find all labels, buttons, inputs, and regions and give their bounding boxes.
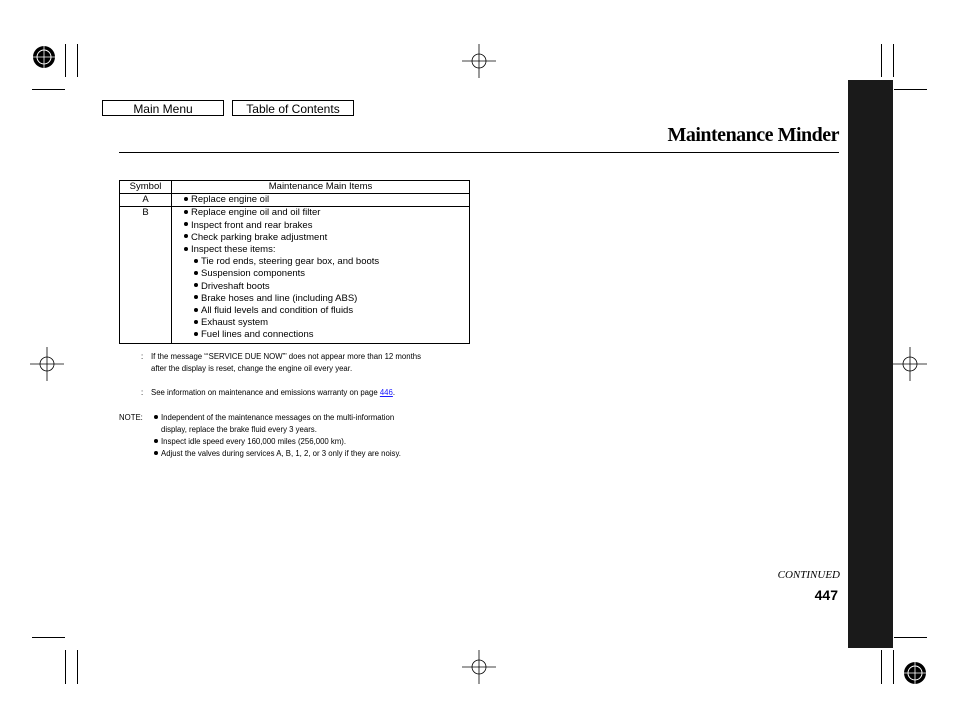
bullet-icon <box>184 247 188 251</box>
crop-mark <box>894 637 927 638</box>
list-item: Inspect front and rear brakes <box>184 220 469 232</box>
main-menu-button[interactable]: Main Menu <box>102 100 224 116</box>
symbol-cell: A <box>120 194 172 207</box>
bullet-icon <box>194 283 198 287</box>
header-main-items: Maintenance Main Items <box>172 181 470 194</box>
sub-list-item: Tie rod ends, steering gear box, and boots <box>184 256 469 268</box>
note-item: Inspect idle speed every 160,000 miles (256,000 km). <box>154 436 346 448</box>
bullet-icon <box>194 271 198 275</box>
bullet-icon <box>154 451 158 455</box>
crop-mark <box>65 650 66 684</box>
sub-list-item: All fluid levels and condition of fluids <box>184 305 469 317</box>
sub-list-item: Fuel lines and connections <box>184 329 469 341</box>
list-item: Replace engine oil <box>184 194 469 206</box>
table-row <box>120 194 470 207</box>
sub-list-item: Suspension components <box>184 268 469 280</box>
items-cell <box>172 207 470 343</box>
crop-mark <box>77 44 78 77</box>
sub-list-item: Brake hoses and line (including ABS) <box>184 293 469 305</box>
registration-mark-bottom-right <box>903 661 927 685</box>
registration-crosshair-bottom <box>462 650 496 684</box>
continued-label: CONTINUED <box>777 569 840 581</box>
list-item: Check parking brake adjustment <box>184 232 469 244</box>
bullet-icon <box>194 295 198 299</box>
symbol-cell: B <box>120 207 172 343</box>
bullet-icon <box>154 439 158 443</box>
crop-mark <box>77 650 78 684</box>
crop-mark <box>893 650 894 684</box>
list-item: Inspect these items: <box>184 244 469 256</box>
bullet-icon <box>184 234 188 238</box>
crop-mark <box>894 89 927 90</box>
bullet-icon <box>184 197 188 201</box>
bullet-icon <box>184 222 188 226</box>
note-item: Independent of the maintenance messages on the multi-information <box>154 412 394 424</box>
sub-list-item: Driveshaft boots <box>184 281 469 293</box>
page-446-link[interactable]: 446 <box>379 388 393 397</box>
registration-crosshair-top <box>462 44 496 78</box>
bullet-icon <box>194 259 198 263</box>
crop-mark <box>32 89 65 90</box>
footnote-1-line-2: after the display is reset, change the engine oil every year. <box>151 364 353 373</box>
note-label: NOTE: <box>119 413 143 422</box>
section-side-tab <box>848 80 893 648</box>
table-row <box>120 207 470 343</box>
footnote-1-marker: : <box>141 352 144 361</box>
registration-crosshair-right <box>893 347 927 381</box>
page-number: 447 <box>814 587 838 603</box>
crop-mark <box>881 44 882 77</box>
title-rule <box>119 152 839 153</box>
page-title: Maintenance Minder <box>667 124 839 146</box>
table-of-contents-button[interactable]: Table of Contents <box>232 100 354 116</box>
registration-mark-top-left <box>32 45 56 69</box>
crop-mark <box>32 637 65 638</box>
bullet-icon <box>194 308 198 312</box>
sub-list-item: Exhaust system <box>184 317 469 329</box>
crop-mark <box>881 650 882 684</box>
bullet-icon <box>184 210 188 214</box>
bullet-icon <box>194 320 198 324</box>
note-item-continued: display, replace the brake fluid every 3 years. <box>161 425 317 434</box>
bullet-icon <box>154 415 158 419</box>
footnote-2: See information on maintenance and emissions warranty on page 446. <box>151 388 396 397</box>
note-item: Adjust the valves during services A, B, 1, 2, or 3 only if they are noisy. <box>154 448 401 460</box>
maintenance-items-table <box>119 180 470 344</box>
crop-mark <box>893 44 894 77</box>
footnote-2-marker: : <box>141 388 144 397</box>
table-header-row <box>120 181 470 194</box>
registration-crosshair-left <box>30 347 64 381</box>
list-item: Replace engine oil and oil filter <box>184 207 469 219</box>
items-cell <box>172 194 470 207</box>
crop-mark <box>65 44 66 77</box>
header-symbol: Symbol <box>120 181 172 194</box>
bullet-icon <box>194 332 198 336</box>
footnote-1-line-1: If the message “‘SERVICE DUE NOW”’ does not appear more than 12 months <box>151 352 421 361</box>
